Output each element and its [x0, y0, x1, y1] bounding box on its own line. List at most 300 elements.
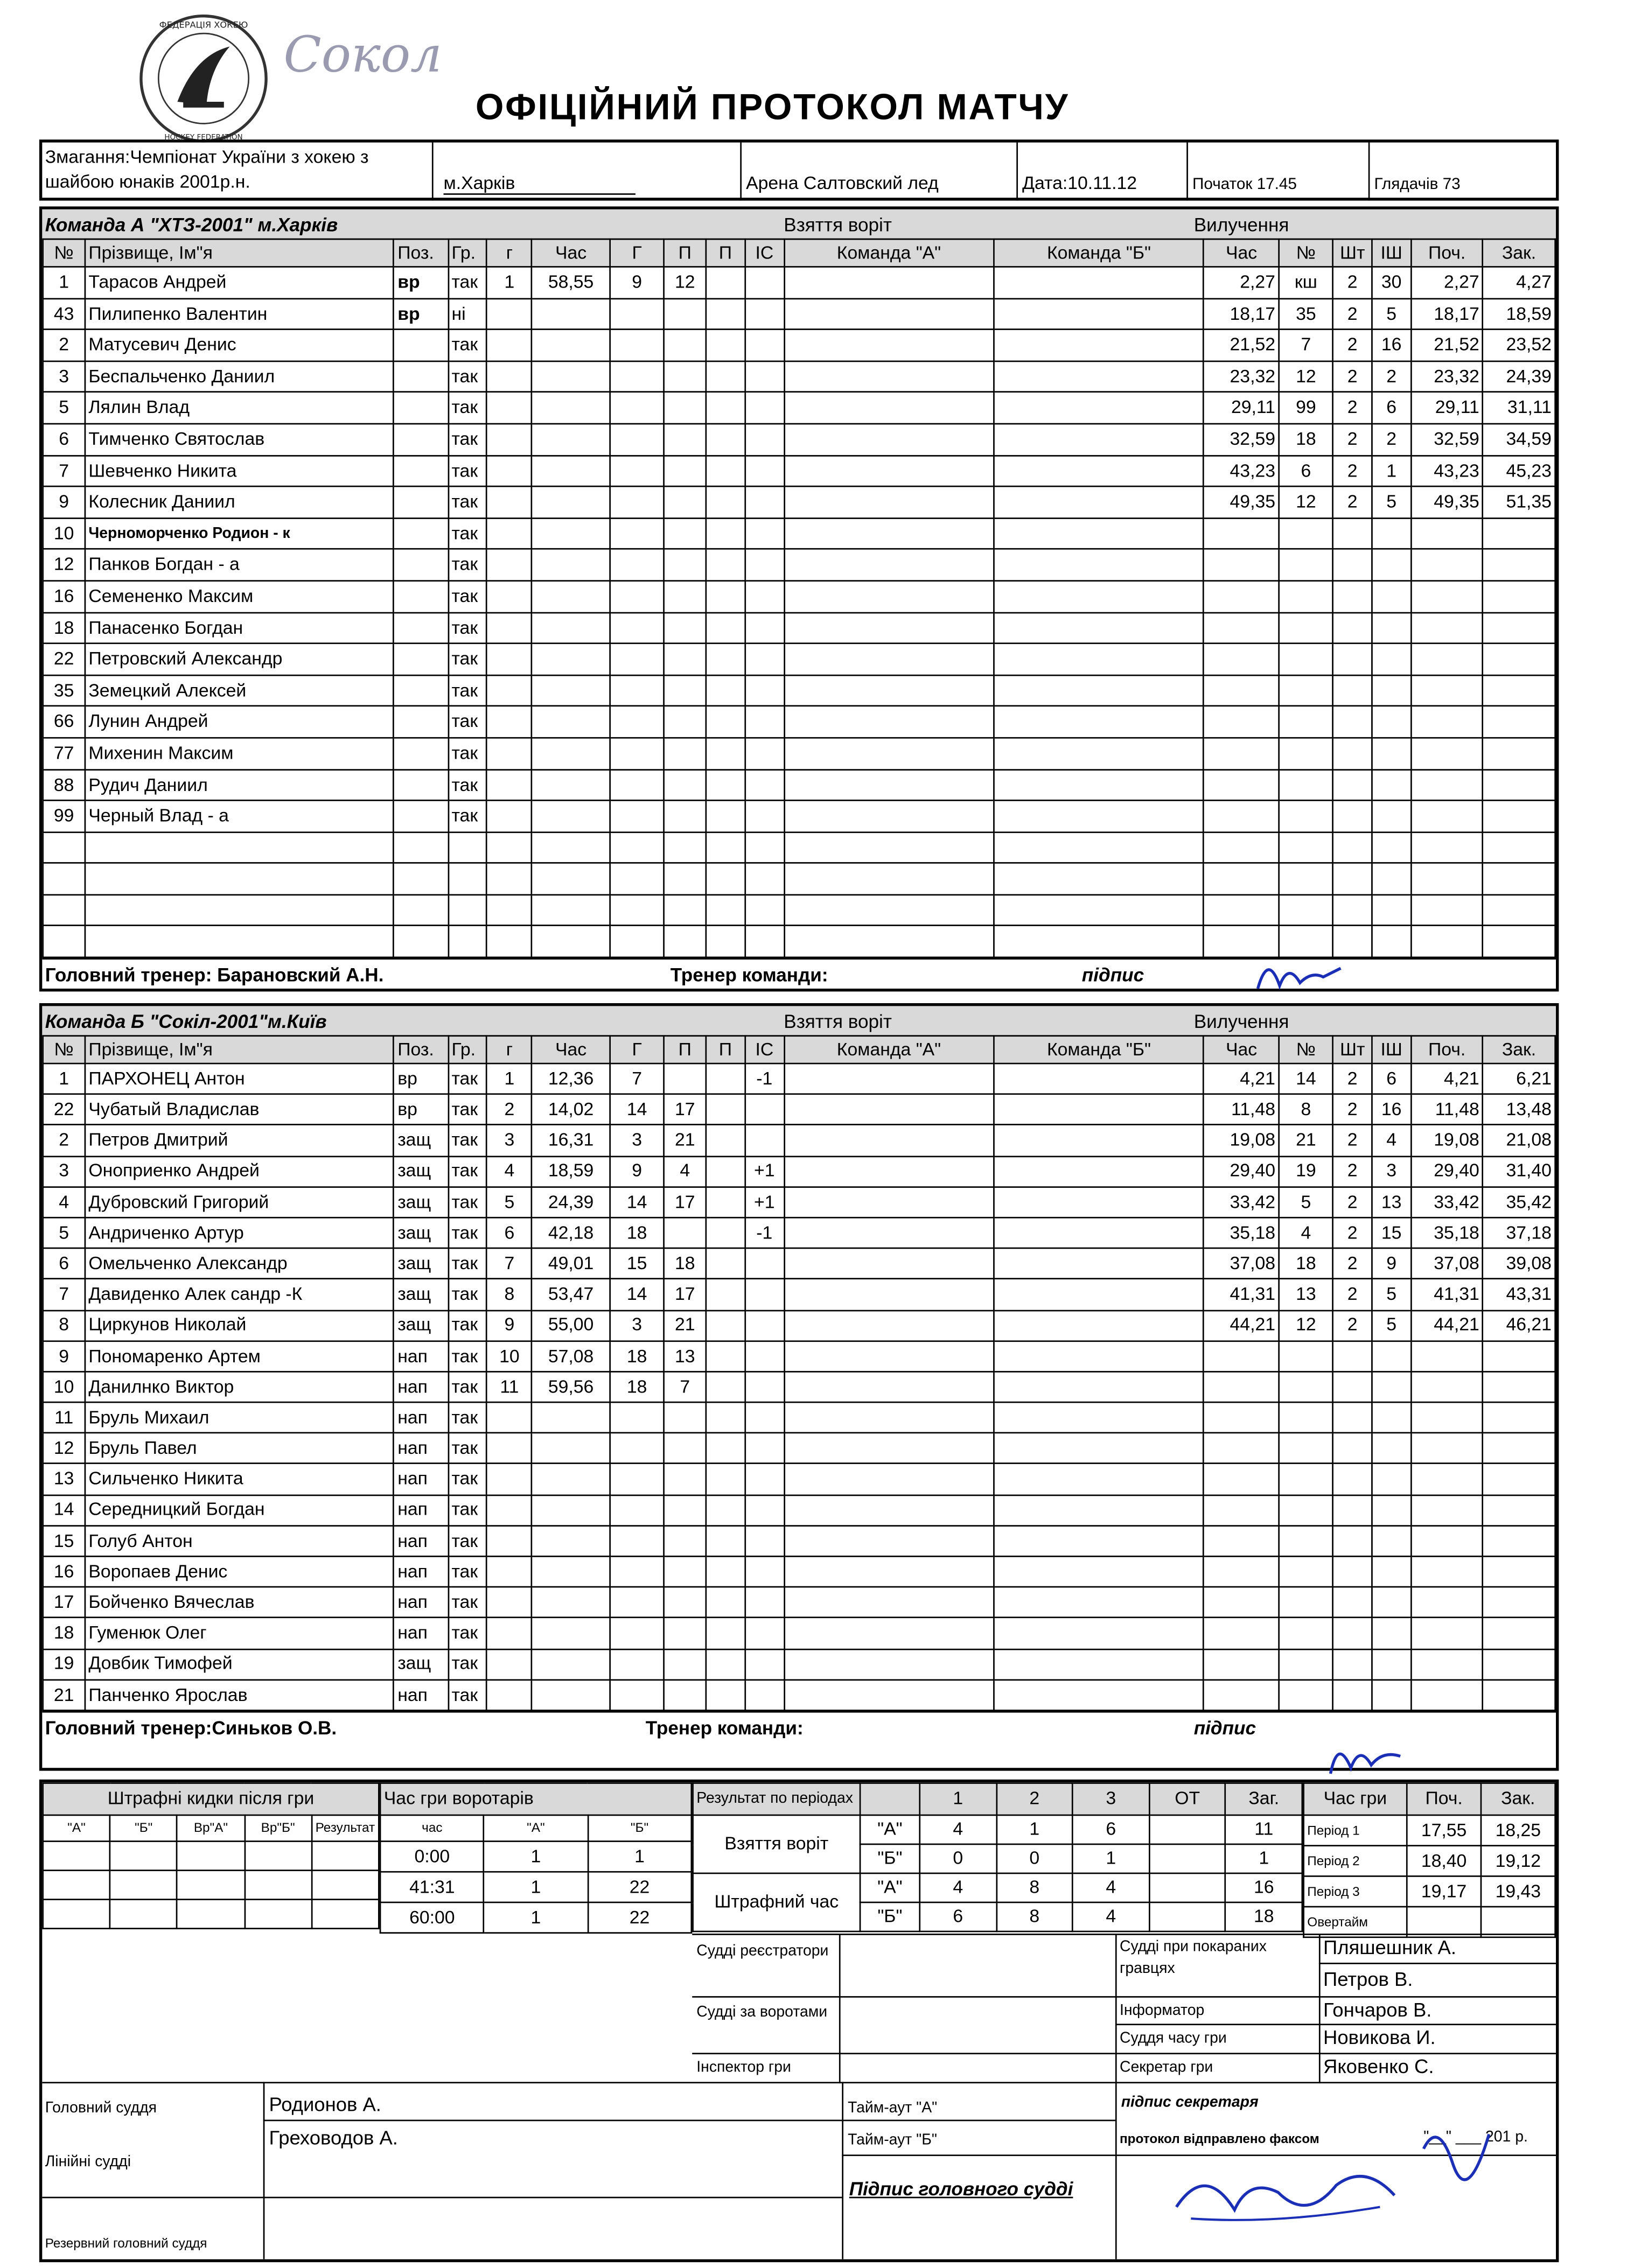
player-name: Земецкий Алексей [85, 675, 394, 706]
player-number: 2 [43, 330, 85, 361]
goal-g [487, 298, 532, 330]
game-time-title: Час гри [1304, 1783, 1407, 1815]
penalty-sht [1333, 1433, 1372, 1464]
column-header: Поз. [394, 1036, 448, 1063]
team-a-players-cell [784, 424, 994, 455]
player-position: вр [394, 267, 448, 298]
goal-p2 [706, 895, 745, 926]
penalty-ish [1372, 518, 1410, 549]
goal-g [487, 832, 532, 863]
penalty-poch [1411, 1525, 1483, 1556]
goal-g: 10 [487, 1341, 532, 1371]
player-name [85, 863, 394, 894]
penalty-time [1204, 643, 1279, 675]
goal-p [664, 612, 706, 643]
penalty-zak: 6,21 [1483, 1063, 1555, 1094]
team-a-pen-label: "А" [860, 1873, 920, 1902]
penalty-time: 29,40 [1204, 1156, 1279, 1187]
penalty-zak: 13,48 [1483, 1094, 1555, 1125]
player-number: 66 [43, 706, 85, 738]
goal-time [532, 393, 610, 424]
goal-g: 11 [487, 1371, 532, 1402]
signature-label: підпис [1193, 1717, 1256, 1739]
player-row [43, 1341, 1555, 1371]
player-row [43, 895, 1555, 926]
player-position [394, 643, 448, 675]
penalty-poch: 41,31 [1411, 1279, 1483, 1310]
goalie-b: 22 [588, 1872, 692, 1902]
goal-g [487, 612, 532, 643]
period-end: 19,43 [1481, 1876, 1555, 1907]
team-a-players-cell [784, 1310, 994, 1341]
goal-time [532, 1618, 610, 1649]
penalty-sht [1333, 895, 1372, 926]
team-a-players-cell [784, 1156, 994, 1187]
period-value: 8 [996, 1902, 1073, 1931]
timeout-b-label: Тайм-аут "Б" [848, 2131, 937, 2149]
informator-name: Гончаров В. [1323, 1999, 1432, 2021]
player-number: 22 [43, 1094, 85, 1125]
player-number: 35 [43, 675, 85, 706]
goalie-row [380, 1902, 692, 1933]
column-header: ІС [745, 239, 784, 267]
penalty-no [1279, 549, 1333, 580]
period-value [1149, 1815, 1226, 1844]
player-name: Дубровский Григорий [85, 1187, 394, 1217]
player-row [43, 1217, 1555, 1248]
penalty-sht [1333, 1341, 1372, 1371]
team-b-players-cell [994, 424, 1204, 455]
goal-p2 [706, 1679, 745, 1710]
player-plays: так [448, 424, 487, 455]
table-header-row [43, 239, 1555, 267]
penalty-no [1279, 1464, 1333, 1495]
player-row [43, 1587, 1555, 1618]
goal-time: 18,59 [532, 1156, 610, 1187]
column-header: Команда "А" [784, 239, 994, 267]
goal-p [664, 1402, 706, 1433]
goal-is: -1 [745, 1217, 784, 1248]
team-a-players-cell [784, 1341, 994, 1371]
penalty-no: 19 [1279, 1156, 1333, 1187]
player-name: Петров Дмитрий [85, 1125, 394, 1156]
team-a-players-cell [784, 1679, 994, 1710]
penalty-poch: 4,21 [1411, 1063, 1483, 1094]
goal-g [487, 675, 532, 706]
penalty-sht [1333, 549, 1372, 580]
goal-g: 6 [487, 1217, 532, 1248]
goal-p [664, 487, 706, 518]
player-row [43, 455, 1555, 486]
team-b-players-cell [994, 1248, 1204, 1279]
player-plays [448, 895, 487, 926]
goal-p [664, 1464, 706, 1495]
goal-p [664, 1587, 706, 1618]
goal-p [664, 1217, 706, 1248]
goal-is [745, 1248, 784, 1279]
column-header: № [43, 1036, 85, 1063]
penalty-time [1204, 1371, 1279, 1402]
penalty-time: 35,18 [1204, 1217, 1279, 1248]
penalty-zak [1483, 1525, 1555, 1556]
penalty-zak [1483, 580, 1555, 612]
player-number: 16 [43, 1556, 85, 1587]
team-b-players-cell [994, 330, 1204, 361]
player-position [394, 330, 448, 361]
goal-g: 18 [610, 1341, 664, 1371]
column-header: Час [1204, 1036, 1279, 1063]
player-row [43, 1094, 1555, 1125]
player-row [43, 1649, 1555, 1679]
penalty-no: 5 [1279, 1187, 1333, 1217]
player-name: Панченко Ярослав [85, 1679, 394, 1710]
penalty-sht: 2 [1333, 1279, 1372, 1310]
player-plays: так [448, 455, 487, 486]
column-header: ІС [745, 1036, 784, 1063]
goalie-time: 0:00 [380, 1842, 484, 1872]
penalty-poch [1411, 580, 1483, 612]
player-plays: так [448, 330, 487, 361]
teamB-penalties-header: Вилучення [1193, 1010, 1289, 1032]
player-name: Давиденко Алек сандр -К [85, 1279, 394, 1310]
penalty-time [1204, 1556, 1279, 1587]
team-b-players-cell [994, 1587, 1204, 1618]
player-name: Рудич Даниил [85, 769, 394, 800]
penalty-judge-1: Пляшешник А. [1323, 1936, 1456, 1958]
goal-g [487, 1649, 532, 1679]
goal-is [745, 361, 784, 392]
column-header: Поч. [1411, 239, 1483, 267]
team-a-players-cell [784, 1556, 994, 1587]
goal-g: 2 [487, 1094, 532, 1125]
penalty-poch [1411, 801, 1483, 832]
player-plays: так [448, 1433, 487, 1464]
goal-g [610, 643, 664, 675]
goal-is [745, 769, 784, 800]
penalty-sht [1333, 1556, 1372, 1587]
goal-g [610, 1587, 664, 1618]
timekeeper-label: Суддя часу гри [1120, 2029, 1227, 2047]
goal-time: 24,39 [532, 1187, 610, 1217]
player-row [43, 424, 1555, 455]
team-a-players-cell [784, 1187, 994, 1217]
goal-g [487, 863, 532, 894]
player-number [43, 895, 85, 926]
penalty-ish [1372, 580, 1410, 612]
period-value: 6 [920, 1902, 996, 1931]
player-plays: так [448, 549, 487, 580]
team-b-players-cell [994, 895, 1204, 926]
fax-label: протокол відправлено факсом [1120, 2131, 1319, 2146]
player-row [43, 832, 1555, 863]
penalty-zak [1483, 769, 1555, 800]
penalty-ish: 2 [1372, 361, 1410, 392]
penalty-no: кш [1279, 267, 1333, 298]
player-name: ПАРХОНЕЦ Антон [85, 1063, 394, 1094]
player-plays: так [448, 1402, 487, 1433]
goal-g [487, 706, 532, 738]
player-plays: так [448, 361, 487, 392]
inspector-label: Інспектор гри [696, 2059, 791, 2076]
player-position [394, 518, 448, 549]
player-number: 6 [43, 1248, 85, 1279]
penalty-time: 18,17 [1204, 298, 1279, 330]
team-b-players-cell [994, 1679, 1204, 1710]
penalty-zak [1483, 926, 1555, 957]
penalty-no [1279, 580, 1333, 612]
penalty-zak [1483, 1495, 1555, 1525]
penalty-no [1279, 1587, 1333, 1618]
player-position [394, 487, 448, 518]
team-a-players-cell [784, 1063, 994, 1094]
penalty-ish [1372, 832, 1410, 863]
penalty-sht [1333, 1618, 1372, 1649]
player-position [394, 738, 448, 769]
player-position: вр [394, 1063, 448, 1094]
player-row [43, 487, 1555, 518]
goal-g [610, 895, 664, 926]
goal-p [664, 1556, 706, 1587]
goal-p2 [706, 1618, 745, 1649]
player-number [43, 863, 85, 894]
penalty-time [1204, 738, 1279, 769]
goal-g: 14 [610, 1094, 664, 1125]
period-value: 4 [920, 1815, 996, 1844]
penalty-poch [1411, 612, 1483, 643]
period-value: 0 [920, 1844, 996, 1873]
player-position [394, 424, 448, 455]
secretary-label: Секретар гри [1120, 2059, 1213, 2076]
player-plays: так [448, 801, 487, 832]
penalty-time [1204, 1618, 1279, 1649]
goal-p: 18 [664, 1248, 706, 1279]
goal-p2 [706, 1063, 745, 1094]
penalty-zak [1483, 801, 1555, 832]
goal-p2 [706, 1556, 745, 1587]
game-time-row [1304, 1876, 1555, 1907]
player-plays: так [448, 675, 487, 706]
player-position [394, 675, 448, 706]
penalty-poch [1411, 832, 1483, 863]
goal-is [745, 801, 784, 832]
team-a-players-cell [784, 1371, 994, 1402]
penalty-time [1204, 518, 1279, 549]
penalty-ish: 5 [1372, 487, 1410, 518]
goal-p2 [706, 549, 745, 580]
player-name: Андриченко Артур [85, 1217, 394, 1248]
penalty-no: 14 [1279, 1063, 1333, 1094]
goal-g [610, 675, 664, 706]
goal-p [664, 832, 706, 863]
shootout-column-header: "Б" [110, 1815, 177, 1842]
player-row [43, 643, 1555, 675]
penalty-ish [1372, 1618, 1410, 1649]
goal-is [745, 1525, 784, 1556]
goal-g: 9 [610, 267, 664, 298]
penalty-zak [1483, 895, 1555, 926]
player-number: 10 [43, 518, 85, 549]
period-start: 17,55 [1407, 1815, 1481, 1846]
player-plays: так [448, 393, 487, 424]
penalty-sht: 2 [1333, 1248, 1372, 1279]
player-number: 2 [43, 1125, 85, 1156]
player-row [43, 1248, 1555, 1279]
game-time-row [1304, 1815, 1555, 1846]
penalty-time: 49,35 [1204, 487, 1279, 518]
penalty-zak [1483, 612, 1555, 643]
penalty-time [1204, 706, 1279, 738]
goal-g [610, 1525, 664, 1556]
goal-g [487, 549, 532, 580]
goal-is [745, 1371, 784, 1402]
penalty-poch: 23,32 [1411, 361, 1483, 392]
penalty-ish: 5 [1372, 1279, 1410, 1310]
goal-p2 [706, 1495, 745, 1525]
player-name [85, 832, 394, 863]
penalty-poch: 35,18 [1411, 1217, 1483, 1248]
goal-g [610, 455, 664, 486]
player-position: нап [394, 1464, 448, 1495]
penalty-no [1279, 769, 1333, 800]
penalty-poch: 37,08 [1411, 1248, 1483, 1279]
team-b-players-cell [994, 455, 1204, 486]
column-header: Прізвище, Ім"я [85, 1036, 394, 1063]
player-row [43, 1402, 1555, 1433]
goal-time [532, 832, 610, 863]
goal-time [532, 330, 610, 361]
penalty-poch [1411, 518, 1483, 549]
goal-p2 [706, 361, 745, 392]
penalty-no [1279, 832, 1333, 863]
penalty-poch [1411, 926, 1483, 957]
game-time-row [1304, 1846, 1555, 1877]
penalty-ish [1372, 1649, 1410, 1679]
goal-is [745, 1433, 784, 1464]
team-a-players-cell [784, 1649, 994, 1679]
team-b-players-cell [994, 580, 1204, 612]
player-plays [448, 926, 487, 957]
penalty-time: 33,42 [1204, 1187, 1279, 1217]
penalty-ish [1372, 1464, 1410, 1495]
goal-p [664, 298, 706, 330]
team-b-players-cell [994, 1094, 1204, 1125]
team-b-players-cell [994, 706, 1204, 738]
penalty-poch [1411, 1402, 1483, 1433]
penalty-sht [1333, 518, 1372, 549]
goal-p2 [706, 832, 745, 863]
teamB-roster-table [42, 1035, 1556, 1711]
goal-is [745, 1125, 784, 1156]
goal-time: 16,31 [532, 1125, 610, 1156]
player-plays: так [448, 1649, 487, 1679]
penalty-ish: 9 [1372, 1248, 1410, 1279]
goal-p [664, 895, 706, 926]
team-b-players-cell [994, 298, 1204, 330]
goal-is [745, 675, 784, 706]
goal-p2 [706, 1279, 745, 1310]
goal-g [610, 1433, 664, 1464]
penalty-no [1279, 738, 1333, 769]
player-row [43, 738, 1555, 769]
penalty-ish [1372, 1495, 1410, 1525]
goal-g [610, 1649, 664, 1679]
penalty-time [1204, 1587, 1279, 1618]
column-header: П [664, 239, 706, 267]
player-number: 6 [43, 424, 85, 455]
goal-time [532, 361, 610, 392]
team-b-players-cell [994, 643, 1204, 675]
goal-p: 21 [664, 1310, 706, 1341]
goal-p [664, 1525, 706, 1556]
penalty-no [1279, 895, 1333, 926]
penalty-poch [1411, 1679, 1483, 1710]
penalty-time [1204, 1341, 1279, 1371]
goal-g [610, 424, 664, 455]
player-row [43, 1156, 1555, 1187]
goal-time: 42,18 [532, 1217, 610, 1248]
penalty-time-label: Штрафний час [693, 1873, 861, 1931]
penalty-ish: 6 [1372, 393, 1410, 424]
goal-g [610, 1402, 664, 1433]
goalie-time: 41:31 [380, 1872, 484, 1902]
goal-g [610, 298, 664, 330]
penalty-time [1204, 1525, 1279, 1556]
penalty-time: 43,23 [1204, 455, 1279, 486]
player-row [43, 769, 1555, 800]
goal-g [610, 330, 664, 361]
player-position: нап [394, 1556, 448, 1587]
player-name: Семененко Максим [85, 580, 394, 612]
period-value: 0 [996, 1844, 1073, 1873]
penalty-sht [1333, 1495, 1372, 1525]
period-column-header: ОТ [1149, 1783, 1226, 1815]
penalty-sht [1333, 675, 1372, 706]
player-row [43, 612, 1555, 643]
goal-time [532, 298, 610, 330]
penalty-time [1204, 1495, 1279, 1525]
goal-g [487, 330, 532, 361]
goal-p2 [706, 1310, 745, 1341]
goalie-column-header: "Б" [588, 1815, 692, 1842]
penalty-poch [1411, 1464, 1483, 1495]
goalie-column-header: час [380, 1815, 484, 1842]
goal-g [610, 1495, 664, 1525]
player-plays: так [448, 1495, 487, 1525]
team-b-players-cell [994, 1063, 1204, 1094]
team-a-players-cell [784, 895, 994, 926]
goal-g [487, 518, 532, 549]
column-header: Шт [1333, 1036, 1372, 1063]
summary-section [39, 1780, 1559, 2262]
goal-time [532, 1433, 610, 1464]
teamB-title-bar [42, 1006, 1556, 1037]
goalie-row [380, 1842, 692, 1872]
penalty-no [1279, 1341, 1333, 1371]
player-row [43, 1063, 1555, 1094]
goal-p2 [706, 863, 745, 894]
penalty-poch [1411, 1587, 1483, 1618]
penalty-sht [1333, 612, 1372, 643]
penalty-sht [1333, 863, 1372, 894]
penalty-time [1204, 1649, 1279, 1679]
goal-g: 1 [487, 1063, 532, 1094]
federation-logo-icon [134, 12, 273, 145]
player-plays: так [448, 1679, 487, 1710]
goal-time [532, 1525, 610, 1556]
player-plays: так [448, 487, 487, 518]
player-plays: так [448, 1556, 487, 1587]
handwritten-note: Сокол [283, 26, 442, 85]
